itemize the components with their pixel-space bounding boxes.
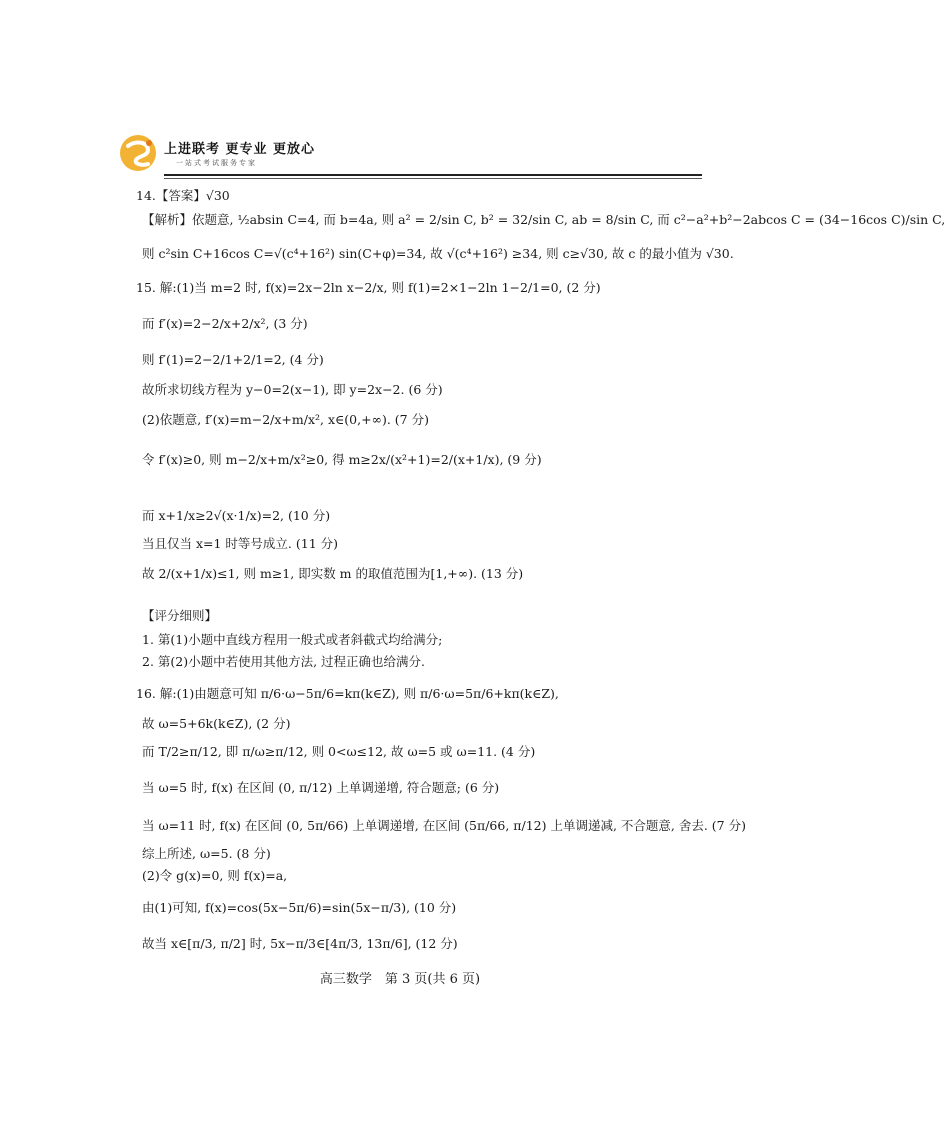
answer-line: 1. 第(1)小题中直线方程用一般式或者斜截式均给满分;	[142, 632, 443, 647]
answer-line: 2. 第(2)小题中若使用其他方法, 过程正确也给满分.	[142, 654, 426, 669]
answer-line: (2)依题意, f′(x)=m−2/x+m/x², x∈(0,+∞). (7 分)	[142, 412, 429, 427]
header-rule-thin	[164, 178, 702, 179]
page-footer: 高三数学 第 3 页(共 6 页)	[319, 972, 481, 987]
answer-line: 令 f′(x)≥0, 则 m−2/x+m/x²≥0, 得 m≥2x/(x²+1)=2/(x+1/x), (9 分)	[142, 452, 542, 467]
answer-line: 【评分细则】	[142, 608, 218, 623]
answer-line: 而 T/2≥π/12, 即 π/ω≥π/12, 则 0<ω≤12, 故 ω=5 或 ω=11. (4 分)	[142, 744, 536, 759]
answer-line: 而 f′(x)=2−2/x+2/x², (3 分)	[142, 316, 308, 331]
answer-line: 则 f′(1)=2−2/1+2/1=2, (4 分)	[142, 352, 324, 367]
answer-line: 当 ω=5 时, f(x) 在区间 (0, π/12) 上单调递增, 符合题意; (6 分)	[142, 780, 500, 795]
answer-line: 故 2/(x+1/x)≤1, 则 m≥1, 即实数 m 的取值范围为[1,+∞). (13 分)	[142, 566, 524, 581]
answer-line: 16. 解:(1)由题意可知 π/6·ω−5π/6=kπ(k∈Z), 则 π/6·ω=5π/6+kπ(k∈Z),	[136, 686, 559, 701]
header-rule	[164, 174, 702, 176]
answer-line: 15. 解:(1)当 m=2 时, f(x)=2x−2ln x−2/x, 则 f(1)=2×1−2ln 1−2/1=0, (2 分)	[136, 280, 601, 295]
answer-line: (2)令 g(x)=0, 则 f(x)=a,	[142, 868, 288, 883]
answer-line: 则 c²sin C+16cos C=√(c⁴+16²) sin(C+φ)=34, 故 √(c⁴+16²) ≥34, 则 c≥√30, 故 c 的最小值为 √30.	[142, 246, 734, 261]
page-header	[118, 132, 678, 182]
brand-title: 上进联考 更专业 更放心	[164, 142, 316, 157]
answer-line: 当且仅当 x=1 时等号成立. (11 分)	[142, 536, 339, 551]
answer-line: 故所求切线方程为 y−0=2(x−1), 即 y=2x−2. (6 分)	[142, 382, 443, 397]
answer-line: 由(1)可知, f(x)=cos(5x−5π/6)=sin(5x−π/3), (10 分)	[142, 900, 457, 915]
answer-line: 故 ω=5+6k(k∈Z), (2 分)	[142, 716, 291, 731]
answer-line: 14.【答案】√30	[136, 188, 230, 203]
brand-logo-icon	[118, 132, 160, 174]
brand-slogan: 一站式考试服务专家	[176, 159, 257, 167]
answer-line: 综上所述, ω=5. (8 分)	[142, 846, 271, 861]
answer-line: 故当 x∈[π/3, π/2] 时, 5x−π/3∈[4π/3, 13π/6], (12 分)	[142, 936, 458, 951]
answer-line: 而 x+1/x≥2√(x·1/x)=2, (10 分)	[142, 508, 331, 523]
answer-line: 当 ω=11 时, f(x) 在区间 (0, 5π/66) 上单调递增, 在区间 (5π/66, π/12) 上单调递减, 不合题意, 舍去. (7 分)	[142, 818, 746, 833]
answer-line: 【解析】依题意, ½absin C=4, 而 b=4a, 则 a² = 2/sin C, b² = 32/sin C, ab = 8/sin C, 而 c²−a²+b²−2abcos C = (34−16cos C)/sin C,	[142, 212, 945, 227]
